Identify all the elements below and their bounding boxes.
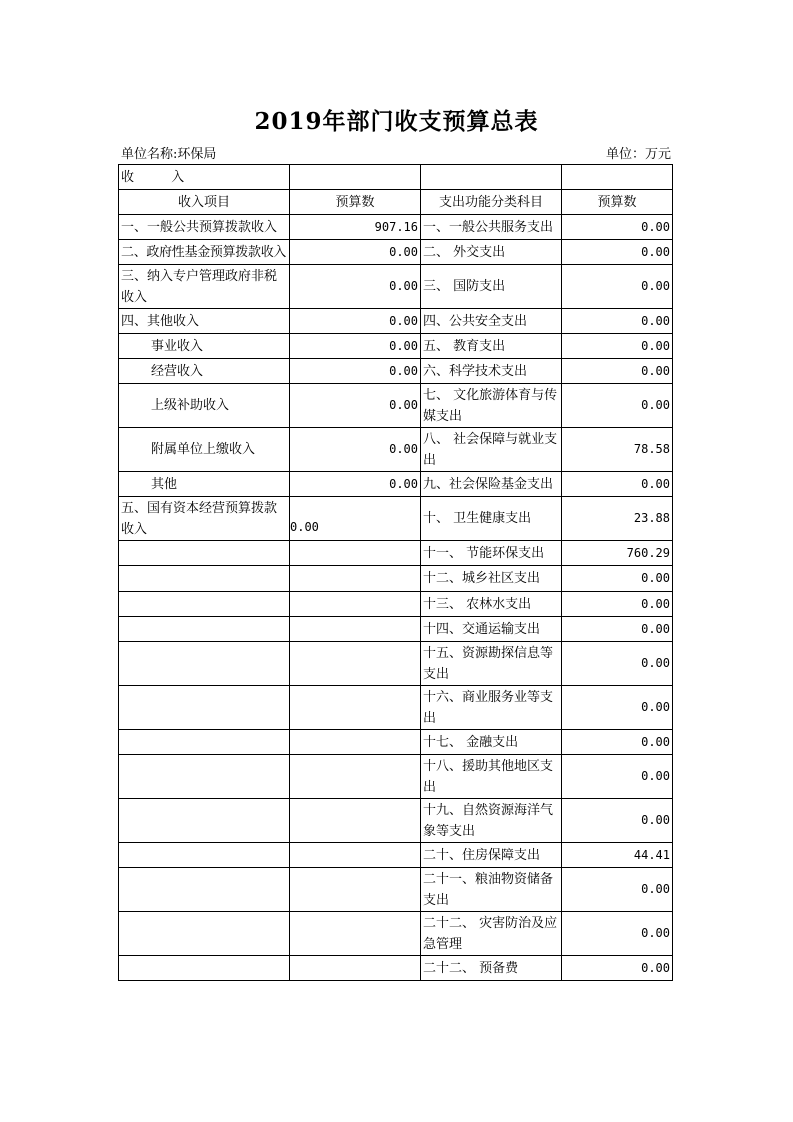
expense-item-cell: 二、 外交支出 <box>421 240 562 265</box>
expense-item-cell: 八、 社会保障与就业支出 <box>421 428 562 472</box>
income-item-cell: 一、一般公共预算拨款收入 <box>119 215 290 240</box>
income-item-cell <box>119 566 290 592</box>
income-value-cell <box>290 799 421 843</box>
income-item-cell <box>119 617 290 642</box>
income-value-cell: 0.00 <box>290 240 421 265</box>
table-row <box>119 956 673 981</box>
income-item-cell <box>119 592 290 617</box>
expense-item-cell: 一、一般公共服务支出 <box>421 215 562 240</box>
expense-item-cell: 九、社会保险基金支出 <box>421 472 562 497</box>
expense-value-cell: 0.00 <box>562 384 673 428</box>
expense-value-cell: 78.58 <box>562 428 673 472</box>
expense-item-cell: 十三、 农林水支出 <box>421 592 562 617</box>
expense-item-cell: 十、 卫生健康支出 <box>421 497 562 541</box>
income-value-cell <box>290 642 421 686</box>
header-expense-budget: 预算数 <box>562 190 673 215</box>
expense-value-cell: 0.00 <box>562 334 673 359</box>
expense-value-cell: 23.88 <box>562 497 673 541</box>
income-value-cell: 0.00 <box>290 309 421 334</box>
table-row <box>119 566 673 592</box>
table-row <box>119 359 673 384</box>
header-budget-num: 预算数 <box>290 190 421 215</box>
page-title: 2019年部门收支预算总表 <box>254 108 539 135</box>
expense-item-cell: 四、公共安全支出 <box>421 309 562 334</box>
table-row <box>119 592 673 617</box>
expense-value-cell: 0.00 <box>562 240 673 265</box>
expense-item-cell: 十九、自然资源海洋气象等支出 <box>421 799 562 843</box>
expense-value-cell: 0.00 <box>562 265 673 309</box>
expense-item-cell: 十二、城乡社区支出 <box>421 566 562 592</box>
table-row <box>119 384 673 428</box>
expense-value-cell: 0.00 <box>562 755 673 799</box>
expense-item-cell: 十八、援助其他地区支出 <box>421 755 562 799</box>
income-value-cell <box>290 686 421 730</box>
income-item-cell: 五、国有资本经营预算拨款收入 <box>119 497 290 541</box>
income-value-cell <box>290 956 421 981</box>
expense-item-cell: 十六、商业服务业等支出 <box>421 686 562 730</box>
unit-name-label: 单位名称:环保局 <box>121 147 217 162</box>
table-section-row <box>119 165 673 190</box>
income-item-cell: 经营收入 <box>119 359 290 384</box>
empty-cell <box>290 165 421 190</box>
income-item-cell <box>119 686 290 730</box>
income-item-cell <box>119 868 290 912</box>
table-row <box>119 843 673 868</box>
expense-value-cell: 0.00 <box>562 359 673 384</box>
income-item-cell <box>119 730 290 755</box>
income-value-cell <box>290 617 421 642</box>
income-item-cell: 事业收入 <box>119 334 290 359</box>
table-row <box>119 617 673 642</box>
income-value-cell <box>290 592 421 617</box>
expense-value-cell: 0.00 <box>562 309 673 334</box>
expense-item-cell: 二十二、 灾害防治及应急管理 <box>421 912 562 956</box>
table-row <box>119 642 673 686</box>
income-item-cell <box>119 799 290 843</box>
income-value-cell: 0.00 <box>290 428 421 472</box>
table-row <box>119 541 673 566</box>
expense-value-cell: 0.00 <box>562 686 673 730</box>
income-value-cell: 0.00 <box>290 334 421 359</box>
income-item-cell <box>119 541 290 566</box>
income-item-cell: 三、纳入专户管理政府非税收入 <box>119 265 290 309</box>
table-header-row <box>119 190 673 215</box>
income-value-cell <box>290 730 421 755</box>
expense-value-cell: 760.29 <box>562 541 673 566</box>
income-item-cell: 二、政府性基金预算拨款收入 <box>119 240 290 265</box>
expense-value-cell: 0.00 <box>562 617 673 642</box>
table-row <box>119 730 673 755</box>
table-row <box>119 912 673 956</box>
table-row <box>119 755 673 799</box>
table-row <box>119 497 673 541</box>
income-item-cell <box>119 956 290 981</box>
header-income-item: 收入项目 <box>119 190 290 215</box>
expense-item-cell: 十七、 金融支出 <box>421 730 562 755</box>
table-row <box>119 472 673 497</box>
income-item-cell: 附属单位上缴收入 <box>119 428 290 472</box>
expense-value-cell: 0.00 <box>562 215 673 240</box>
expense-item-cell: 二十、住房保障支出 <box>421 843 562 868</box>
income-value-cell <box>290 843 421 868</box>
expense-value-cell: 0.00 <box>562 799 673 843</box>
section-header-income: 收 入 <box>119 165 290 190</box>
income-item-cell <box>119 843 290 868</box>
income-value-cell <box>290 868 421 912</box>
table-row <box>119 799 673 843</box>
income-item-cell <box>119 912 290 956</box>
expense-item-cell: 二十一、粮油物资储备支出 <box>421 868 562 912</box>
table-row <box>119 868 673 912</box>
expense-item-cell: 十五、资源勘探信息等支出 <box>421 642 562 686</box>
expense-item-cell: 七、 文化旅游体育与传媒支出 <box>421 384 562 428</box>
expense-item-cell: 五、 教育支出 <box>421 334 562 359</box>
income-value-cell: 0.00 <box>290 472 421 497</box>
expense-value-cell: 44.41 <box>562 843 673 868</box>
budget-table <box>118 164 673 981</box>
income-item-cell <box>119 642 290 686</box>
table-row <box>119 309 673 334</box>
expense-item-cell: 三、 国防支出 <box>421 265 562 309</box>
expense-value-cell: 0.00 <box>562 592 673 617</box>
income-value-cell <box>290 566 421 592</box>
expense-value-cell: 0.00 <box>562 912 673 956</box>
table-row <box>119 686 673 730</box>
expense-item-cell: 二十二、 预备费 <box>421 956 562 981</box>
expense-value-cell: 0.00 <box>562 472 673 497</box>
expense-value-cell: 0.00 <box>562 868 673 912</box>
header-expense-item: 支出功能分类科目 <box>421 190 562 215</box>
income-value-cell <box>290 541 421 566</box>
expense-item-cell: 十四、交通运输支出 <box>421 617 562 642</box>
table-row <box>119 215 673 240</box>
table-row <box>119 240 673 265</box>
expense-item-cell: 十一、 节能环保支出 <box>421 541 562 566</box>
expense-value-cell: 0.00 <box>562 730 673 755</box>
income-value-cell <box>290 912 421 956</box>
empty-cell <box>421 165 562 190</box>
expense-item-cell: 六、科学技术支出 <box>421 359 562 384</box>
income-value-cell: 0.00 <box>290 359 421 384</box>
expense-value-cell: 0.00 <box>562 956 673 981</box>
expense-value-cell: 0.00 <box>562 642 673 686</box>
empty-cell <box>562 165 673 190</box>
income-value-cell <box>290 755 421 799</box>
income-item-cell: 四、其他收入 <box>119 309 290 334</box>
table-row <box>119 265 673 309</box>
income-item-cell: 其他 <box>119 472 290 497</box>
expense-value-cell: 0.00 <box>562 566 673 592</box>
table-row <box>119 428 673 472</box>
income-value-cell: 0.00 <box>290 265 421 309</box>
income-item-cell <box>119 755 290 799</box>
income-value-cell: 0.00 <box>290 497 421 541</box>
income-item-cell: 上级补助收入 <box>119 384 290 428</box>
unit-label: 单位：万元 <box>605 147 671 162</box>
income-value-cell: 907.16 <box>290 215 421 240</box>
income-value-cell: 0.00 <box>290 384 421 428</box>
table-row <box>119 334 673 359</box>
